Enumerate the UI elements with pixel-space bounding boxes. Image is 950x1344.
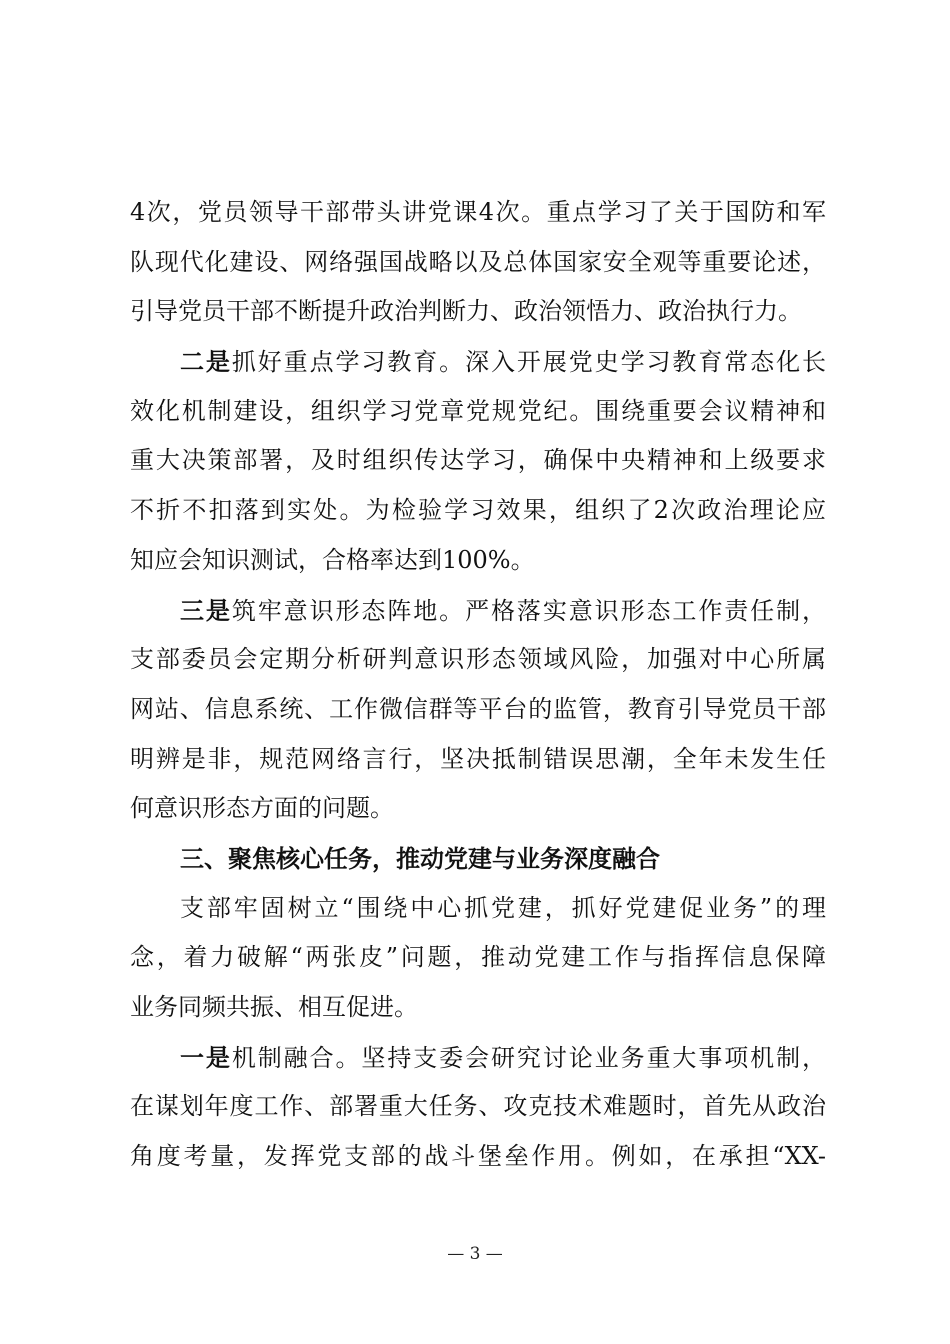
text-line: 在谋划年度工作、部署重大任务、攻克技术难题时，首先从政治 bbox=[130, 1092, 826, 1121]
text-line: 队现代化建设、网络强国战略以及总体国家安全观等重要论述， bbox=[130, 247, 826, 276]
line-text: 机制融合。坚持支委会研究讨论业务重大事项机制， bbox=[231, 1043, 827, 1072]
line-text: 筑牢意识形态阵地。严格落实意识形态工作责任制， bbox=[231, 596, 827, 625]
text-line: 重大决策部署，及时组织传达学习，确保中央精神和上级要求 bbox=[130, 446, 826, 475]
text-line: 明辨是非，规范网络言行，坚决抵制错误思潮，全年未发生任 bbox=[130, 744, 826, 773]
line-text: 抓好重点学习教育。深入开展党史学习教育常态化长 bbox=[231, 348, 827, 377]
text-line bbox=[130, 1033, 826, 1083]
section-heading bbox=[130, 834, 826, 884]
text-line: 引导党员干部不断提升政治判断力、政治领悟力、政治执行力。 bbox=[130, 297, 802, 326]
paragraph bbox=[130, 1033, 826, 1182]
text-line: 支部委员会定期分析研判意识形态领域风险，加强对中心所属 bbox=[130, 645, 826, 674]
text-line: 知应会知识测试，合格率达到100%。 bbox=[130, 545, 535, 574]
page-number: — 3 — bbox=[447, 1244, 503, 1264]
text-line: 效化机制建设，组织学习党章党规党纪。围绕重要会议精神和 bbox=[130, 396, 826, 425]
text-line: 三、聚焦核心任务，推动党建与业务深度融合 bbox=[180, 843, 660, 873]
text-line: 支部牢固树立“围绕中心抓党建，抓好党建促业务”的理 bbox=[180, 893, 826, 922]
paragraph bbox=[130, 337, 826, 585]
lead-phrase: 一是 bbox=[180, 1042, 232, 1072]
text-line: 念，着力破解“两张皮”问题，推动党建工作与指挥信息保障 bbox=[130, 943, 826, 972]
text-line: 4次，党员领导干部带头讲党课4次。重点学习了关于国防和军 bbox=[130, 198, 826, 226]
lead-phrase: 三是 bbox=[180, 595, 232, 625]
paragraph bbox=[130, 884, 826, 1033]
document-body bbox=[130, 188, 826, 1182]
lead-phrase: 二是 bbox=[180, 347, 232, 377]
paragraph bbox=[130, 188, 826, 337]
text-line bbox=[130, 337, 826, 387]
text-line: 不折不扣落到实处。为检验学习效果，组织了2次政治理论应 bbox=[130, 496, 826, 525]
paragraph bbox=[130, 586, 826, 834]
text-line: 角度考量，发挥党支部的战斗堡垒作用。例如，在承担“XX- bbox=[130, 1142, 826, 1171]
text-line: 业务同频共振、相互促进。 bbox=[130, 993, 418, 1021]
text-line bbox=[130, 586, 826, 636]
text-line: 何意识形态方面的问题。 bbox=[130, 794, 394, 823]
text-line: 网站、信息系统、工作微信群等平台的监管，教育引导党员干部 bbox=[130, 694, 826, 723]
